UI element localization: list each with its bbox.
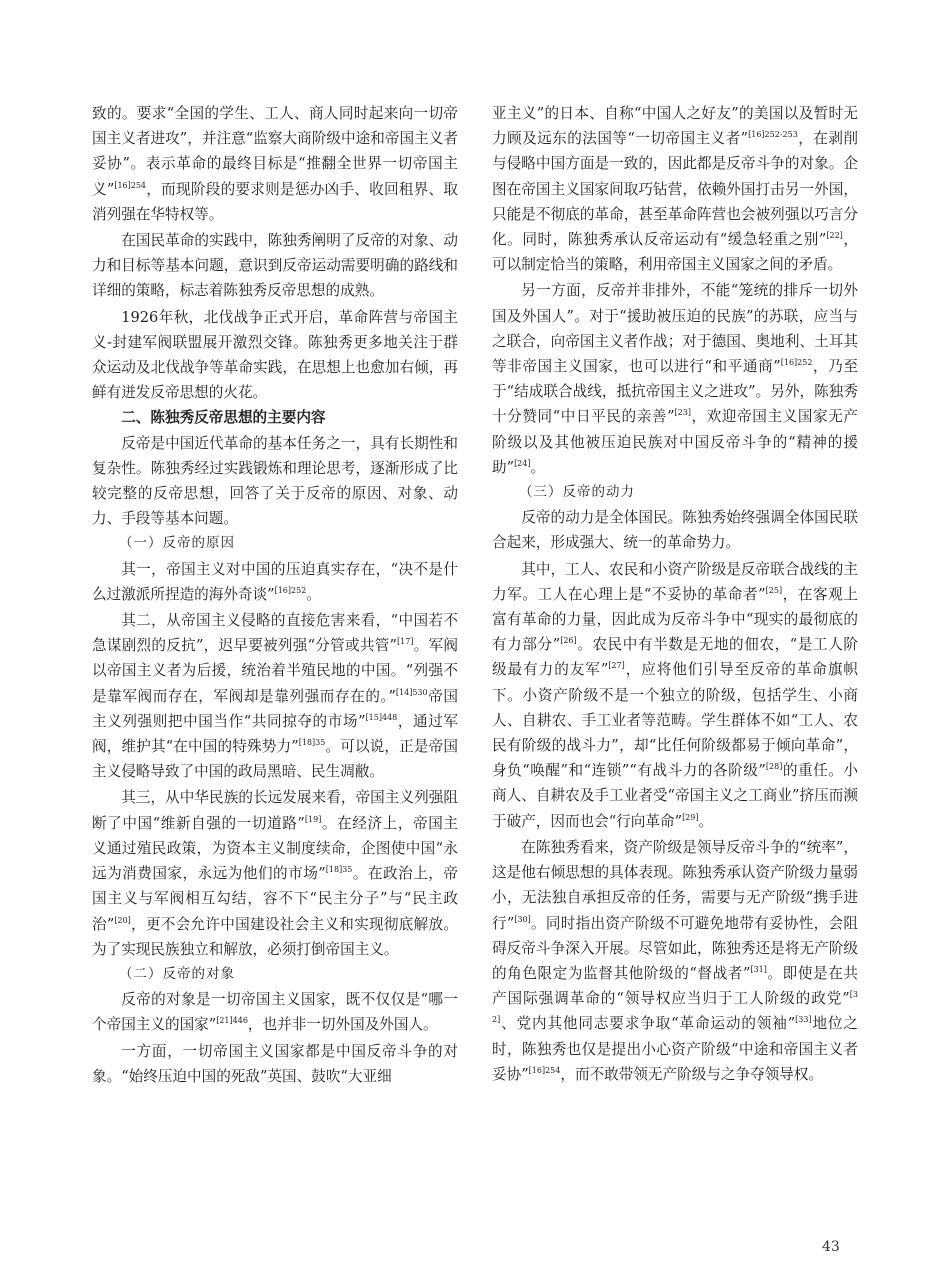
- left-column: [92, 101, 458, 1089]
- subsection-heading: （三）反帝的动力: [519, 484, 635, 501]
- paragraph: 一方面，一切帝国主义国家都是中国反帝斗争的对象。“始终压迫中国的死敌”英国、鼓吹“大亚细: [92, 1042, 458, 1085]
- citation: [16]252-253: [748, 130, 798, 140]
- paragraph: 反帝的对象是一切帝国主义国家，既不仅仅是“哪一个帝国主义的国家”$^{[21]446}$，也并非一切外国及外国人。: [92, 991, 458, 1034]
- citation: [26]: [560, 636, 577, 646]
- citation: [14]530: [395, 687, 428, 697]
- citation: [16]252: [274, 585, 307, 595]
- citation: [31]: [750, 964, 767, 974]
- citation: [17]: [397, 637, 414, 647]
- citation: [20]: [114, 915, 131, 925]
- right-column: [492, 101, 858, 1087]
- citation: [16]252: [780, 358, 813, 368]
- paragraph: 另一方面，反帝并非排外，不能“笼统的排斥一切外国及外国人”。对于“援助被压迫的民族”的苏联，应当与之联合，向帝国主义者作战；对于德国、奥地利、土耳其等非帝国主义国家，也可以进行“和平通商”$^{[16]252}$，乃至于“结成联合战线，抵抗帝国主义之进攻”。另外，陈独秀十分赞同“中日平民的亲善”[23]，欢迎帝国主义国家无产阶级以及其他被压迫民族对中国反帝斗争的“精神的援助”[24]。: [492, 282, 858, 476]
- paragraph: 在陈独秀看来，资产阶级是领导反帝斗争的“统率”，这是他右倾思想的具体表现。陈独秀承认资产阶级力量弱小，无法独自承担反帝的任务，需要与无产阶级“携手进行”[30]。同时指出资产阶级不可避免地带有妥协性，会阻碍反帝斗争深入开展。尽管如此，陈独秀还是将无产阶级的角色限定为监督其他阶级的“督战者”[31]。即使是在共产国际强调革命的“领导权应当归于工人阶级的政党”[32]、党内其他同志要求争取“革命运动的领袖”[33]地位之时，陈独秀也仅是提出小心资产阶级“中途和帝国主义者妥协”$^{[16]254}$，而不敢带领无产阶级与之争夺领导权。: [492, 838, 858, 1083]
- section-heading: 二、陈独秀反帝思想的主要内容: [121, 409, 326, 427]
- citation: [25]: [765, 585, 783, 595]
- citation: [18]35: [298, 738, 326, 748]
- paragraph: 在国民革命的实践中，陈独秀阐明了反帝的对象、动力和目标等基本问题，意识到反帝运动需要明确的路线和详细的策略，标志着陈独秀反帝思想的成熟。: [92, 232, 458, 300]
- citation: [18]35: [325, 865, 353, 875]
- paragraph: 反帝是中国近代革命的基本任务之一，具有长期性和复杂性。陈独秀经过实践锻炼和理论思考，逐渐形成了比较完整的反帝思想，回答了关于反帝的原因、对象、动力、手段等基本问题。: [92, 434, 458, 528]
- citation: [16]254: [528, 1065, 561, 1075]
- paragraph: 其二，从帝国主义侵略的直接危害来看，“中国若不急谋剧烈的反抗”，迟早要被列强“分管或共管”[17]。军阀以帝国主义者为后援，统治着半殖民地的中国。“列强不是靠军阀而存在，军阀却是靠列强而存在的。”$^{[14]530}$帝国主义列强则把中国当作“共同掠夺的市场”$^{[15]448}$，通过军阀，维护其“在中国的特殊势力”$^{[18]35}$。可以说，正是帝国主义侵略导致了中国的政局黑暗、民生凋敝。: [92, 612, 458, 781]
- paragraph: 致的。要求“全国的学生、工人、商人同时起来向一切帝国主义者进攻”，并注意“监察大商阶级中途和帝国主义者妥协”。表示革命的最终目标是“推翻全世界一切帝国主义”$^{[16]254}$，而现阶段的要求则是惩办凶手、收回租界、取消列强在华特权等。: [92, 105, 458, 223]
- citation: [32]: [492, 990, 858, 1025]
- subsection-heading: （二）反帝的对象: [119, 965, 235, 982]
- citation: [29]: [682, 812, 699, 822]
- paragraph: 亚主义”的日本、自称“中国人之好友”的美国以及暂时无力顾及远东的法国等“一切帝国主义者”$^{[16]252-253}$，在剥削与侵略中国方面是一致的，因此都是反帝斗争的对象。企图在帝国主义国家间取巧钻营，依赖外国打击另一外国，只能是不彻底的革命，甚至革命阵营也会被列强以巧言分化。同时，陈独秀承认反帝运动有“缓急轻重之别”[22]，可以制定恰当的策略，利用帝国主义国家之间的矛盾。: [492, 105, 858, 274]
- citation: [28]: [765, 762, 783, 772]
- citation: [15]448: [365, 712, 398, 722]
- citation: [23]: [674, 408, 691, 418]
- paragraph: 反帝的动力是全体国民。陈独秀始终强调全体国民联合起来，形成强大、统一的革命势力。: [492, 509, 858, 552]
- citation: [33]: [795, 1015, 812, 1025]
- page-number: 43: [822, 1239, 840, 1255]
- citation: [21]446: [216, 1016, 248, 1026]
- paragraph: 1926年秋，北伐战争正式开启，革命阵营与帝国主义-封建军阀联盟展开激烈交锋。陈独秀更多地关注于群众运动及北伐战争等革命实践，在思想上也愈加右倾，再鲜有迸发反帝思想的火花。: [92, 308, 458, 402]
- paragraph: 其中，工人、农民和小资产阶级是反帝联合战线的主力军。工人在心理上是“不妥协的革命者”[25]，在客观上富有革命的力量，因此成为反帝斗争中“现实的最彻底的有力部分”[26]。农民中有半数是无地的佃农，“是工人阶级最有力的友军”[27]，应将他们引导至反帝的革命旗帜下。小资产阶级不是一个独立的阶级，包括学生、小商人、自耕农、手工业者等范畴。学生群体不如“工人、农民有阶级的战斗力”，却“比任何阶级都易于倾向革命”，身负“唤醒”和“连锁”“有战斗力的各阶级”[28]的重任。小商人、自耕农及手工业者受“帝国主义之工商业”挤压而濒于破产，因而也会“行向革命”[29]。: [492, 560, 858, 830]
- paragraph: 其一，帝国主义对中国的压迫真实存在，“决不是什么过激派所捏造的海外奇谈”$^{[16]252}$。: [92, 560, 458, 603]
- citation: [27]: [608, 661, 625, 671]
- citation: [24]: [514, 458, 531, 468]
- citation: [19]: [304, 814, 322, 824]
- paragraph: 其三，从中华民族的长远发展来看，帝国主义列强阻断了中国“维新自强的一切道路”[19]。在经济上，帝国主义通过殖民政策，为资本主义制度续命，企图使中国“永远为消费国家，永远为他们的市场”$^{[18]35}$。在政治上，帝国主义与军阀相互勾结，容不下“民主分子”与“民主政治”[20]，更不会允许中国建设社会主义和实现彻底解放。为了实现民族独立和解放，必须打倒帝国主义。: [92, 789, 458, 958]
- citation: [22]: [826, 231, 843, 241]
- citation: [30]: [514, 914, 531, 924]
- citation: [16]254: [114, 180, 147, 190]
- subsection-heading: （一）反帝的原因: [119, 535, 235, 552]
